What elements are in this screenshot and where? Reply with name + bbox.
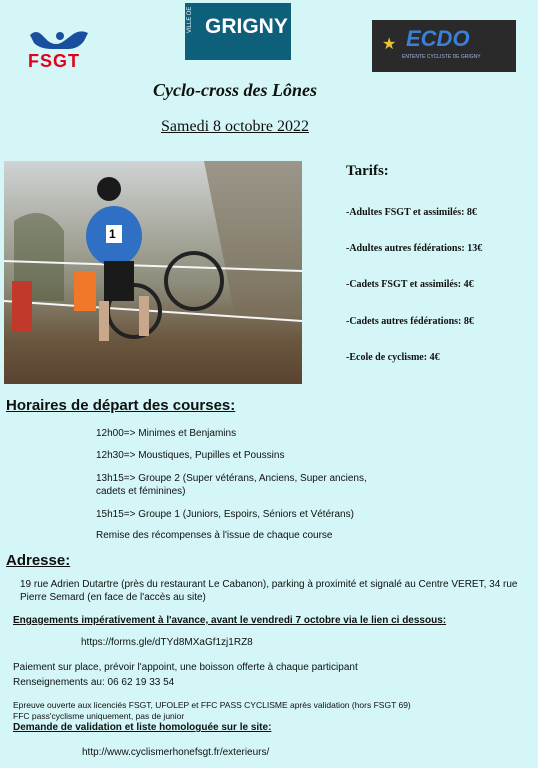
fsgt-logo [26,27,94,73]
grigny-name: GRIGNY [205,15,288,38]
engagements-notice: Engagements impérativement à l'avance, avant le vendredi 7 octobre via le lien ci dessous: [13,615,447,626]
tarif-item: -Cadets autres fédérations: 8€ [346,316,474,327]
grigny-logo [185,3,291,60]
tarif-item: -Adultes autres fédérations: 13€ [346,243,483,254]
address-text: 19 rue Adrien Dutartre (près du restaurant Le Cabanon), parking à proximité et signalé au Centre VERET, 34 rue Pierre Semard (en face de l'accès au site) [20,579,518,603]
rider-number: 1 [109,227,116,241]
tarif-item: -Cadets FSGT et assimilés: 4€ [346,279,474,290]
site-link[interactable]: http://www.cyclismerhonefsgt.fr/exterieurs/ [82,747,270,758]
tarifs-heading: Tarifs: [346,163,389,179]
eligibility-text: FFC pass'cyclisme uniquement, pas de junior [13,711,185,721]
schedule-heading: Horaires de départ des courses: [6,397,236,414]
race-photo [4,161,302,384]
event-title: Cyclo-cross des Lônes [153,80,317,100]
schedule-item: Remise des récompenses à l'issue de chaque course [96,530,333,541]
star-icon: ★ [382,36,397,53]
grigny-ville-label: VILLE DE [187,6,193,33]
payment-text: Paiement sur place, prévoir l'appoint, une boisson offerte à chaque participant [13,662,358,673]
ecdo-logo [372,20,516,72]
schedule-item: 15h15=> Groupe 1 (Juniors, Espoirs, Séniors et Vétérans) [96,509,354,520]
validation-heading: Demande de validation et liste homologuée sur le site: [13,722,272,733]
schedule-item: 12h30=> Moustiques, Pupilles et Poussins [96,450,285,461]
ecdo-name: ECDO [406,26,470,51]
schedule-item: 12h00=> Minimes et Benjamins [96,428,237,439]
schedule-item: 13h15=> Groupe 2 (Super vétérans, Anciens, Super anciens, cadets et féminines) [96,473,367,497]
tarif-item: -Ecole de cyclisme: 4€ [346,352,440,363]
ecdo-subtitle: ENTENTE CYCLISTE DE GRIGNY [402,54,481,60]
registration-form-link[interactable]: https://forms.gle/dTYd8MXaGf1zj1RZ8 [81,637,253,648]
info-phone: Renseignements au: 06 62 19 33 54 [13,677,175,688]
fsgt-text: FSGT [28,51,80,71]
cyclist-illustration [4,161,302,384]
tarif-item: -Adultes FSGT et assimilés: 8€ [346,207,477,218]
address-heading: Adresse: [6,552,71,569]
event-date: Samedi 8 octobre 2022 [161,118,309,135]
eligibility-text: Epreuve ouverte aux licenciés FSGT, UFOLEP et FFC PASS CYCLISME après validation (hors FSGT 69) [13,700,411,710]
